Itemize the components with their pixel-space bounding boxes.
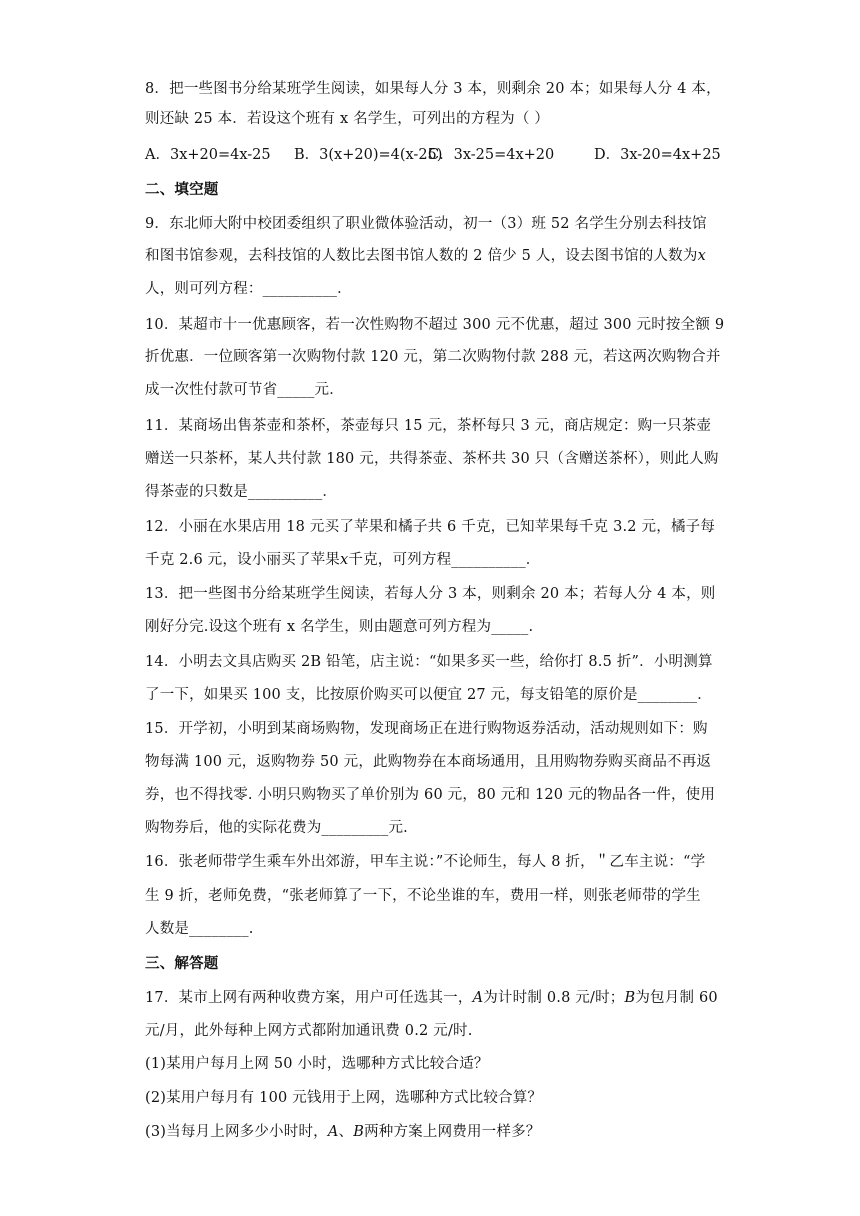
q9-variable-x: x <box>697 248 706 264</box>
q17-sub-3-plan-a: A <box>327 1124 339 1140</box>
q17-plan-b-symbol: B <box>624 990 636 1006</box>
q16-line-1: 16．张老师带学生乘车外出郊游，甲车主说：”不论师生，每人 8 折，＂乙车主说：“学 <box>145 854 706 870</box>
q17-sub-question-2: (2)某用户每月有 100 元钱用于上网，选哪种方式比较合算？ <box>145 1090 543 1106</box>
q17-line-1-text-a: 17．某市上网有两种收费方案，用户可任选其一， <box>145 990 473 1006</box>
q14-line-1: 14．小明去文具店购买 2B 铅笔，店主说：“如果多买一些，给你打 8.5 折”．小明测算 <box>145 654 713 670</box>
q17-sub-3-separator: 、 <box>338 1124 354 1140</box>
q12-line-2-text-a: 千克 2.6 元，设小丽买了苹果 <box>145 552 340 568</box>
q13-line-2: 刚好分完.设这个班有 x 名学生，则由题意可列方程为_____. <box>145 619 534 635</box>
q8-line-2: 则还缺 25 本．若设这个班有 x 名学生，可列出的方程为（ ） <box>145 111 550 127</box>
q9-line-1: 9．东北师大附中校团委组织了职业微体验活动，初一（3）班 52 名学生分别去科技馆 <box>145 216 707 232</box>
q17-line-1-text-b: 为计时制 0.8 元/时； <box>483 990 625 1006</box>
q8-option-d: D．3x-20=4x+25 <box>594 147 721 163</box>
q12-line-2-text-b: 千克，可列方程__________． <box>348 552 541 568</box>
q17-sub-question-3 <box>145 1120 540 1141</box>
q11-line-3: 得茶壶的只数是__________． <box>145 484 338 500</box>
q17-sub-3-plan-b: B <box>353 1124 365 1140</box>
q9-line-2 <box>145 244 706 265</box>
q17-sub-3-text-a: (3)当每月上网多少小时时， <box>145 1124 328 1140</box>
q17-sub-question-1: (1)某用户每月上网 50 小时，选哪种方式比较合适？ <box>145 1056 489 1072</box>
q8-option-b: B．3(x+20)=4(x-25) <box>294 147 443 163</box>
q15-line-3: 券，也不得找零. 小明只购物买了单价别为 60 元，80 元和 120 元的物品各一件，使用 <box>145 787 716 803</box>
q17-sub-3-text-b: 两种方案上网费用一样多？ <box>364 1124 541 1140</box>
q10-line-3: 成一次性付款可节省_____元． <box>145 382 344 398</box>
q8-option-a: A．3x+20=4x-25 <box>145 147 271 163</box>
q8-line-1: 8．把一些图书分给某班学生阅读，如果每人分 3 本，则剩余 20 本；如果每人分 4 本， <box>145 81 721 97</box>
q15-line-2: 物每满 100 元，返购物券 50 元，此购物券在本商场通用，且用购物券购买商品不再返 <box>145 754 712 770</box>
q9-line-2-text: 和图书馆参观，去科技馆的人数比去图书馆人数的 2 倍少 5 人，设去图书馆的人数为 <box>145 248 698 264</box>
q16-line-2: 生 9 折，老师免费，“张老师算了一下，不论坐谁的车，费用一样，则张老师带的学生 <box>145 888 701 904</box>
q14-line-2: 了一下，如果买 100 支，比按原价购买可以便宜 27 元，每支铅笔的原价是________． <box>145 687 712 703</box>
q9-line-3: 人，则可列方程：__________． <box>145 281 352 297</box>
q17-line-1-text-c: 为包月制 60 <box>635 990 718 1006</box>
q17-line-2: 元/月，此外每种上网方式都附加通讯费 0.2 元/时. <box>145 1023 473 1039</box>
q10-line-2: 折优惠．一位顾客第一次购物付款 120 元，第二次购物付款 288 元，若这两次购物合并 <box>145 349 721 365</box>
q12-variable-x: x <box>339 552 349 568</box>
q8-option-c: C．3x-25=4x+20 <box>428 147 555 163</box>
q15-line-4: 购物券后，他的实际花费为_________元. <box>145 820 408 836</box>
q12-line-2 <box>145 548 540 569</box>
q10-line-1: 10．某超市十一优惠顾客，若一次性购物不超过 300 元不优惠，超过 300 元时按全额 9 <box>145 317 725 333</box>
q11-line-1: 11．某商场出售茶壶和茶杯，茶壶每只 15 元，茶杯每只 3 元，商店规定：购一只茶壶 <box>145 418 712 434</box>
q13-line-1: 13．把一些图书分给某班学生阅读，若每人分 3 本，则剩余 20 本；若每人分 4 本，则 <box>145 586 716 602</box>
q16-line-3: 人数是________. <box>145 921 254 937</box>
section-heading-fill-in: 二、填空题 <box>145 181 219 198</box>
q17-plan-a-symbol: A <box>472 990 484 1006</box>
q11-line-2: 赠送一只茶杯，某人共付款 180 元，共得茶壶、茶杯共 30 只（含赠送茶杯），则此人购 <box>145 451 719 467</box>
q17-line-1 <box>145 986 718 1007</box>
q12-line-1: 12．小丽在水果店用 18 元买了苹果和橘子共 6 千克，已知苹果每千克 3.2 元，橘子每 <box>145 519 716 535</box>
q15-line-1: 15．开学初，小明到某商场购物，发现商场正在进行购物返券活动，活动规则如下：购 <box>145 721 708 737</box>
section-heading-answer: 三、解答题 <box>145 955 219 972</box>
